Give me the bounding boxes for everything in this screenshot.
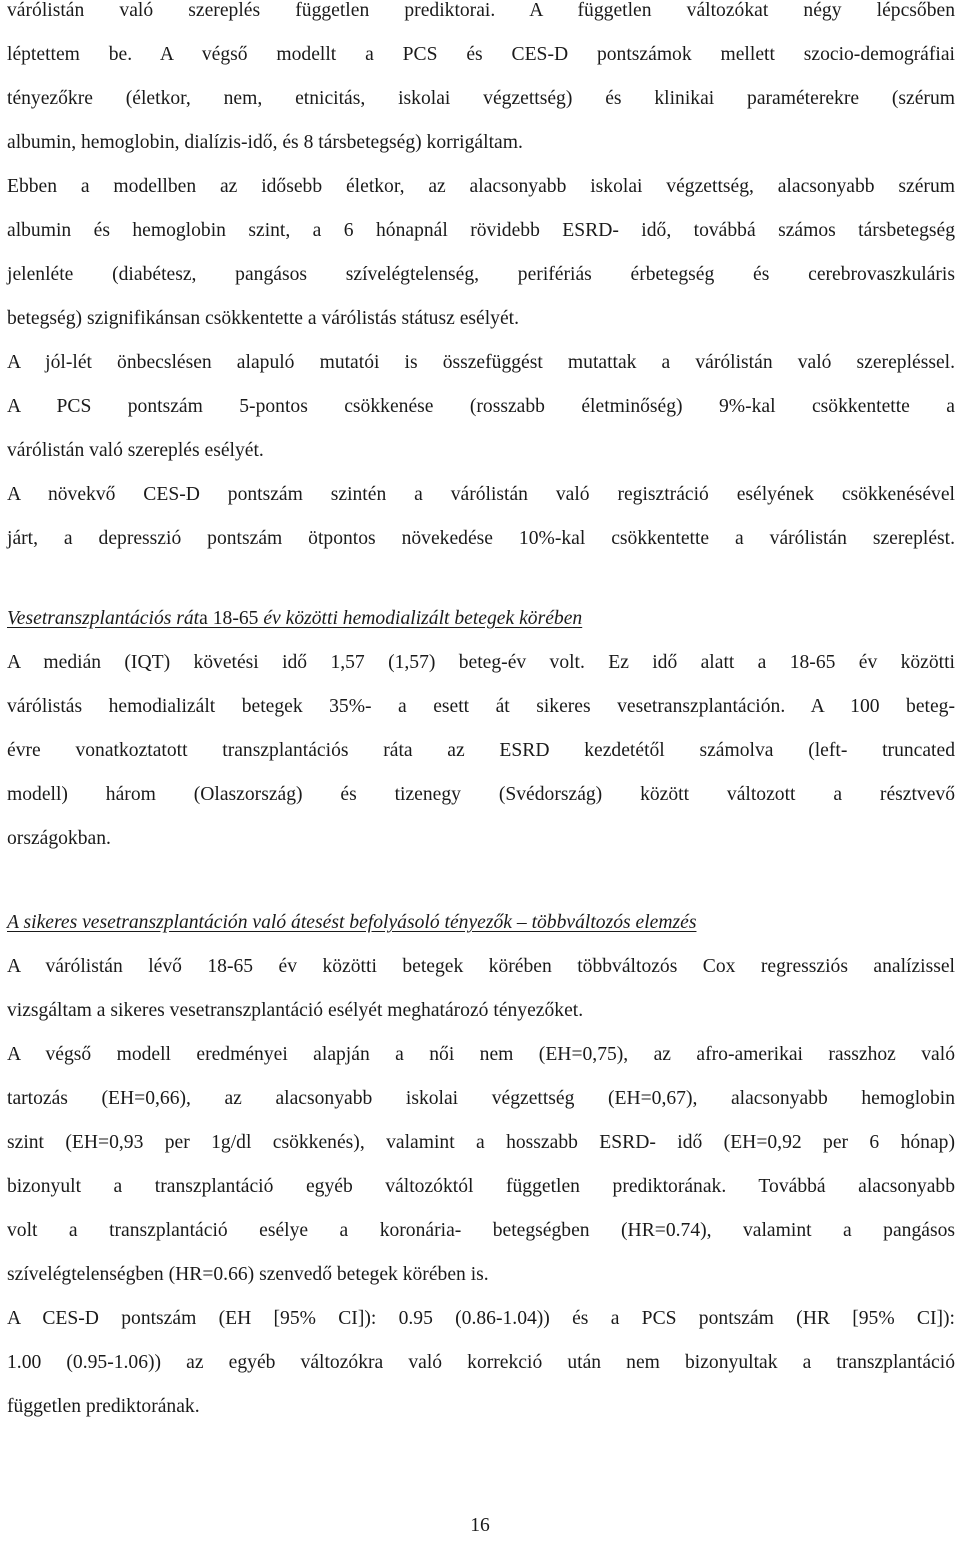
text-line: léptettem be. A végső modellt a PCS és CES-D pontszámok mellett szocio-demográfiai	[7, 44, 955, 65]
intro-lines	[7, 0, 955, 561]
text-line: A végső modell eredményei alapján a női nem (EH=0,75), az afro-amerikai rasszhoz való	[7, 1044, 955, 1065]
intro-text	[7, 0, 955, 561]
section-heading: Vesetranszplantációs ráta 18-65 év közötti hemodializált betegek körében	[7, 608, 583, 629]
text-line: A várólistán lévő 18-65 év közötti betegek körében többváltozós Cox regressziós analízissel	[7, 956, 955, 977]
text-line: tartozás (EH=0,66), az alacsonyabb iskolai végzettség (EH=0,67), alacsonyabb hemoglobin	[7, 1088, 955, 1109]
text-line: független prediktorának.	[7, 1396, 200, 1417]
text-line: betegség) szignifikánsan csökkentette a várólistás státusz esélyét.	[7, 308, 519, 329]
text-line: modell) három (Olaszország) és tizenegy (Svédország) között változott a résztvevő	[7, 784, 955, 805]
text-line: várólistán való szereplés független prediktorai. A független változókat négy lépcsőben	[7, 0, 955, 21]
text-line: volt a transzplantáció esélye a koronária- betegségben (HR=0.74), valamint a pangásos	[7, 1220, 955, 1241]
text-line: A medián (IQT) követési idő 1,57 (1,57) beteg-év volt. Ez idő alatt a 18-65 év közötti	[7, 652, 955, 673]
text-line: járt, a depresszió pontszám ötpontos növekedése 10%-kal csökkentette a várólistán szereplést.	[7, 528, 955, 549]
section-body	[7, 945, 955, 1429]
section-heading: A sikeres vesetranszplantáción való átesést befolyásoló tényezők – többváltozós elemzés	[7, 912, 697, 933]
text-line: jelenléte (diabétesz, pangásos szívelégtelenség, perifériás érbetegség és cerebrovaszkuláris	[7, 264, 955, 285]
text-line: albumin és hemoglobin szint, a 6 hónapnál rövidebb ESRD- idő, továbbá számos társbetegség	[7, 220, 955, 241]
section-multivariate	[7, 901, 955, 1429]
text-line: A jól-lét önbecslésen alapuló mutatói is összefüggést mutattak a várólistán való szerepléssel.	[7, 352, 955, 373]
text-line: Ebben a modellben az idősebb életkor, az alacsonyabb iskolai végzettség, alacsonyabb szérum	[7, 176, 955, 197]
text-line: A PCS pontszám 5-pontos csökkenése (rosszabb életminőség) 9%-kal csökkentette a	[7, 396, 955, 417]
text-line: vizsgáltam a sikeres vesetranszplantáció esélyét meghatározó tényezőket.	[7, 1000, 584, 1021]
text-line: A CES-D pontszám (EH [95% CI]): 0.95 (0.86-1.04)) és a PCS pontszám (HR [95% CI]):	[7, 1308, 955, 1329]
page-number: 16	[470, 1515, 490, 1536]
text-line: 1.00 (0.95-1.06)) az egyéb változókra való korrekció után nem bizonyultak a transzplantáció	[7, 1352, 955, 1373]
text-line: várólistás hemodializált betegek 35%- a esett át sikeres vesetranszplantáción. A 100 beteg-	[7, 696, 955, 717]
section-transplant-rate	[7, 597, 955, 861]
text-line: évre vonatkoztatott transzplantációs ráta az ESRD kezdetétől számolva (left- truncated	[7, 740, 955, 761]
text-line: A növekvő CES-D pontszám szintén a várólistán való regisztráció esélyének csökkenésével	[7, 484, 955, 505]
text-line: bizonyult a transzplantáció egyéb változóktól független prediktorának. Továbbá alacsonyabb	[7, 1176, 955, 1197]
text-line: albumin, hemoglobin, dialízis-idő, és 8 társbetegség) korrigáltam.	[7, 132, 523, 153]
text-line: szint (EH=0,93 per 1g/dl csökkenés), valamint a hosszabb ESRD- idő (EH=0,92 per 6 hónap)	[7, 1132, 955, 1153]
text-line: tényezőkre (életkor, nem, etnicitás, iskolai végzettség) és klinikai paraméterekre (szérum	[7, 88, 955, 109]
section-body	[7, 641, 955, 861]
text-line: szívelégtelenségben (HR=0.66) szenvedő betegek körében is.	[7, 1264, 489, 1285]
text-line: várólistán való szereplés esélyét.	[7, 440, 264, 461]
text-line: országokban.	[7, 828, 111, 849]
